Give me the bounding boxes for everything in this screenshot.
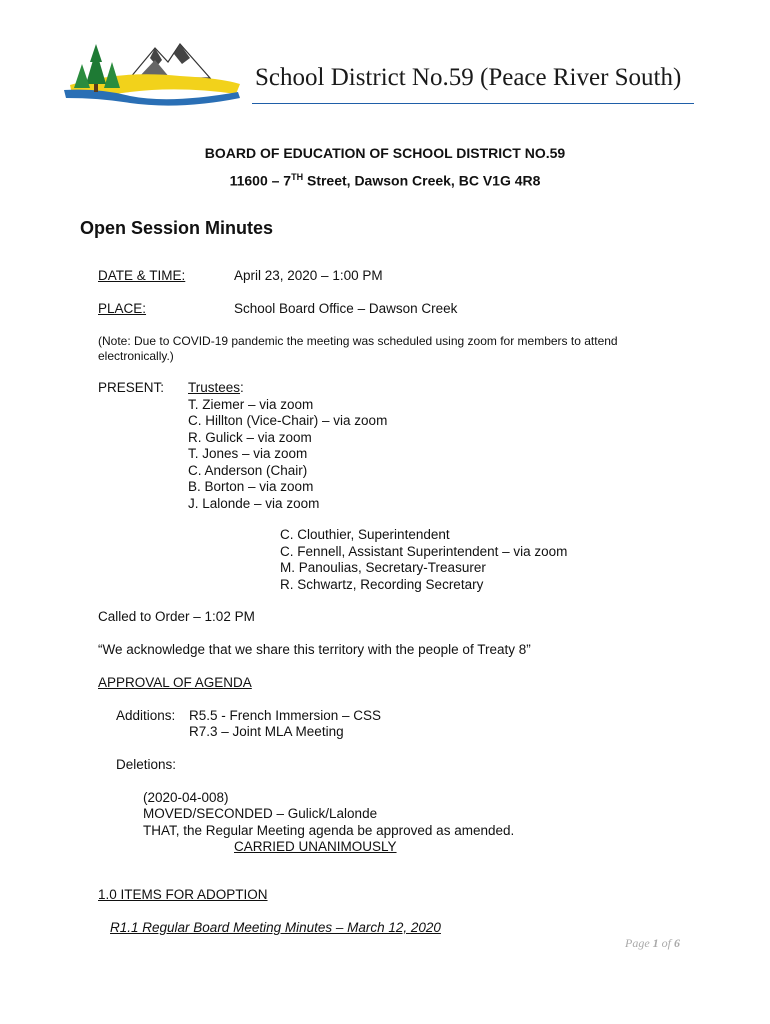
motion-moved: MOVED/SECONDED – Gulick/Lalonde <box>143 806 378 821</box>
called-to-order: Called to Order – 1:02 PM <box>98 609 255 624</box>
present-label: PRESENT: <box>98 380 165 395</box>
staff-item: R. Schwartz, Recording Secretary <box>280 576 484 592</box>
trustee-item: T. Jones – via zoom <box>188 446 308 461</box>
trustees-colon: : <box>240 380 244 395</box>
staff-list <box>280 526 567 592</box>
trustee-item: C. Anderson (Chair) <box>188 462 308 478</box>
address-suffix: Street, Dawson Creek, BC V1G 4R8 <box>303 172 541 189</box>
acknowledgement: “We acknowledge that we share this territory with the people of Treaty 8” <box>98 642 531 657</box>
trustee-item: R. Gulick – via zoom <box>188 429 312 445</box>
addition-item: R5.5 - French Immersion – CSS <box>189 708 382 723</box>
page-of: of <box>658 936 674 950</box>
page-word: Page <box>625 936 653 950</box>
page-total: 6 <box>674 936 680 950</box>
covid-note-line2: electronically.) <box>98 349 174 363</box>
staff-item: M. Panoulias, Secretary-Treasurer <box>280 560 486 575</box>
trustees-list <box>188 379 387 511</box>
trustee-item: C. Hillton (Vice-Chair) – via zoom <box>188 413 388 428</box>
staff-item: C. Clouthier, Superintendent <box>280 527 450 542</box>
district-logo <box>60 40 245 110</box>
covid-note <box>98 334 618 364</box>
date-label: DATE & TIME: <box>98 268 186 283</box>
additions-label: Additions: <box>116 708 176 723</box>
date-value: April 23, 2020 – 1:00 PM <box>234 268 383 283</box>
page-number <box>625 936 680 951</box>
section-item: R1.1 Regular Board Meeting Minutes – March 12, 2020 <box>110 920 441 935</box>
place-label: PLACE: <box>98 301 147 316</box>
deletions-label: Deletions: <box>116 757 177 772</box>
address-sup: TH <box>291 172 304 182</box>
trustee-item: B. Borton – via zoom <box>188 479 314 494</box>
motion-number: (2020-04-008) <box>143 790 229 805</box>
document-title: Open Session Minutes <box>80 218 274 238</box>
motion-result: CARRIED UNANIMOUSLY <box>234 839 397 854</box>
trustee-item: J. Lalonde – via zoom <box>188 495 320 511</box>
covid-note-line1: (Note: Due to COVID-19 pandemic the meeting was scheduled using zoom for members to attend <box>98 334 618 348</box>
header-rule <box>252 103 694 104</box>
trustees-heading: Trustees <box>188 380 241 395</box>
section-heading: 1.0 ITEMS FOR ADOPTION <box>98 887 268 902</box>
address-prefix: 11600 – 7 <box>229 172 292 189</box>
motion-text: THAT, the Regular Meeting agenda be approved as amended. <box>143 823 515 838</box>
addition-item: R7.3 – Joint MLA Meeting <box>189 724 344 739</box>
place-value: School Board Office – Dawson Creek <box>234 301 458 316</box>
agenda-heading: APPROVAL OF AGENDA <box>98 675 252 690</box>
district-name: School District No.59 (Peace River South) <box>255 64 682 91</box>
page-current: 1 <box>652 936 659 950</box>
board-title: BOARD OF EDUCATION OF SCHOOL DISTRICT NO.59 <box>204 145 566 161</box>
trustee-item: T. Ziemer – via zoom <box>188 396 314 412</box>
board-address <box>0 172 770 189</box>
staff-item: C. Fennell, Assistant Superintendent – via zoom <box>280 543 568 559</box>
